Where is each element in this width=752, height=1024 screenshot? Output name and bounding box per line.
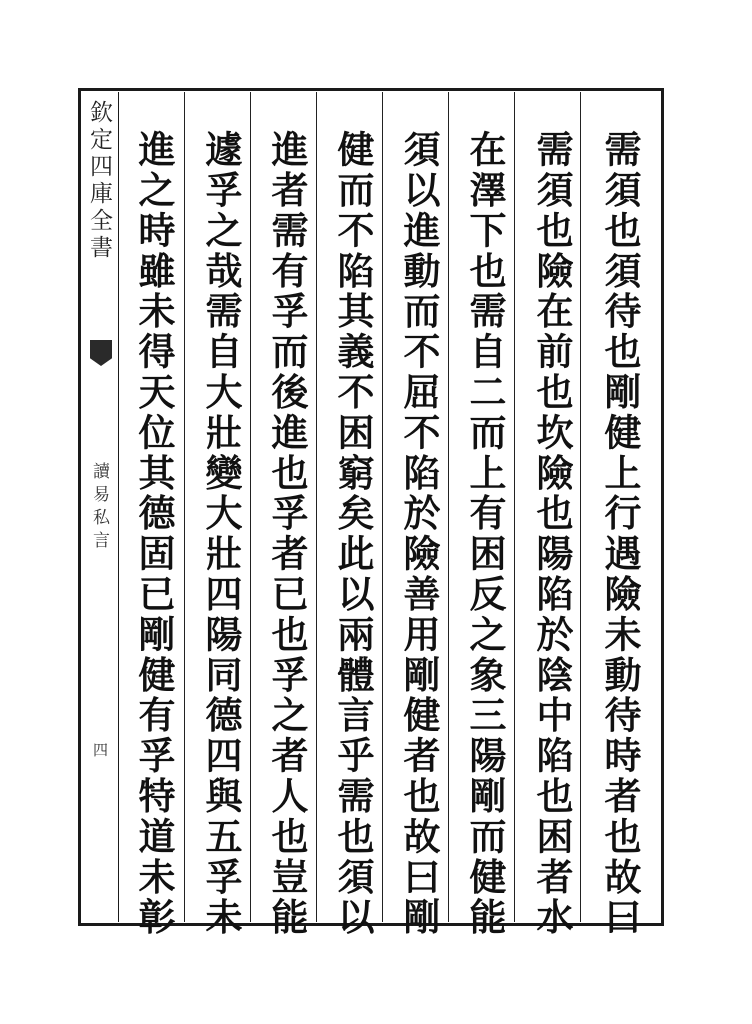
- text-column-2: 需須也險在前也坎險也陽陷於陰中陷也困者水: [530, 130, 574, 938]
- book-title: 欽定四庫全書: [86, 100, 112, 262]
- text-column-5: 健而不陷其義不困窮矣此以兩體言乎需也須以: [331, 130, 375, 938]
- page-margin-strip: [82, 92, 116, 922]
- chapter-title: 讀易私言: [89, 462, 109, 554]
- text-column-1: 需須也須待也剛健上行遇險未動待時者也故曰: [598, 130, 642, 938]
- text-column-3: 在澤下也需自二而上有困反之象三陽剛而健能: [463, 130, 507, 938]
- text-column-7: 遽孚之哉需自大壯變大壯四陽同德四與五孚未: [199, 130, 243, 938]
- text-column-8: 進之時雖未得天位其德固已剛健有孚特道未彰: [132, 130, 176, 938]
- text-column-4: 須以進動而不屈不陷於險善用剛健者也故曰剛: [397, 130, 441, 938]
- fishtail-mark-icon: [90, 340, 112, 366]
- page-number: 四: [91, 742, 109, 757]
- text-column-6: 進者需有孚而後進也孚者已也孚之者人也豈能: [265, 130, 309, 938]
